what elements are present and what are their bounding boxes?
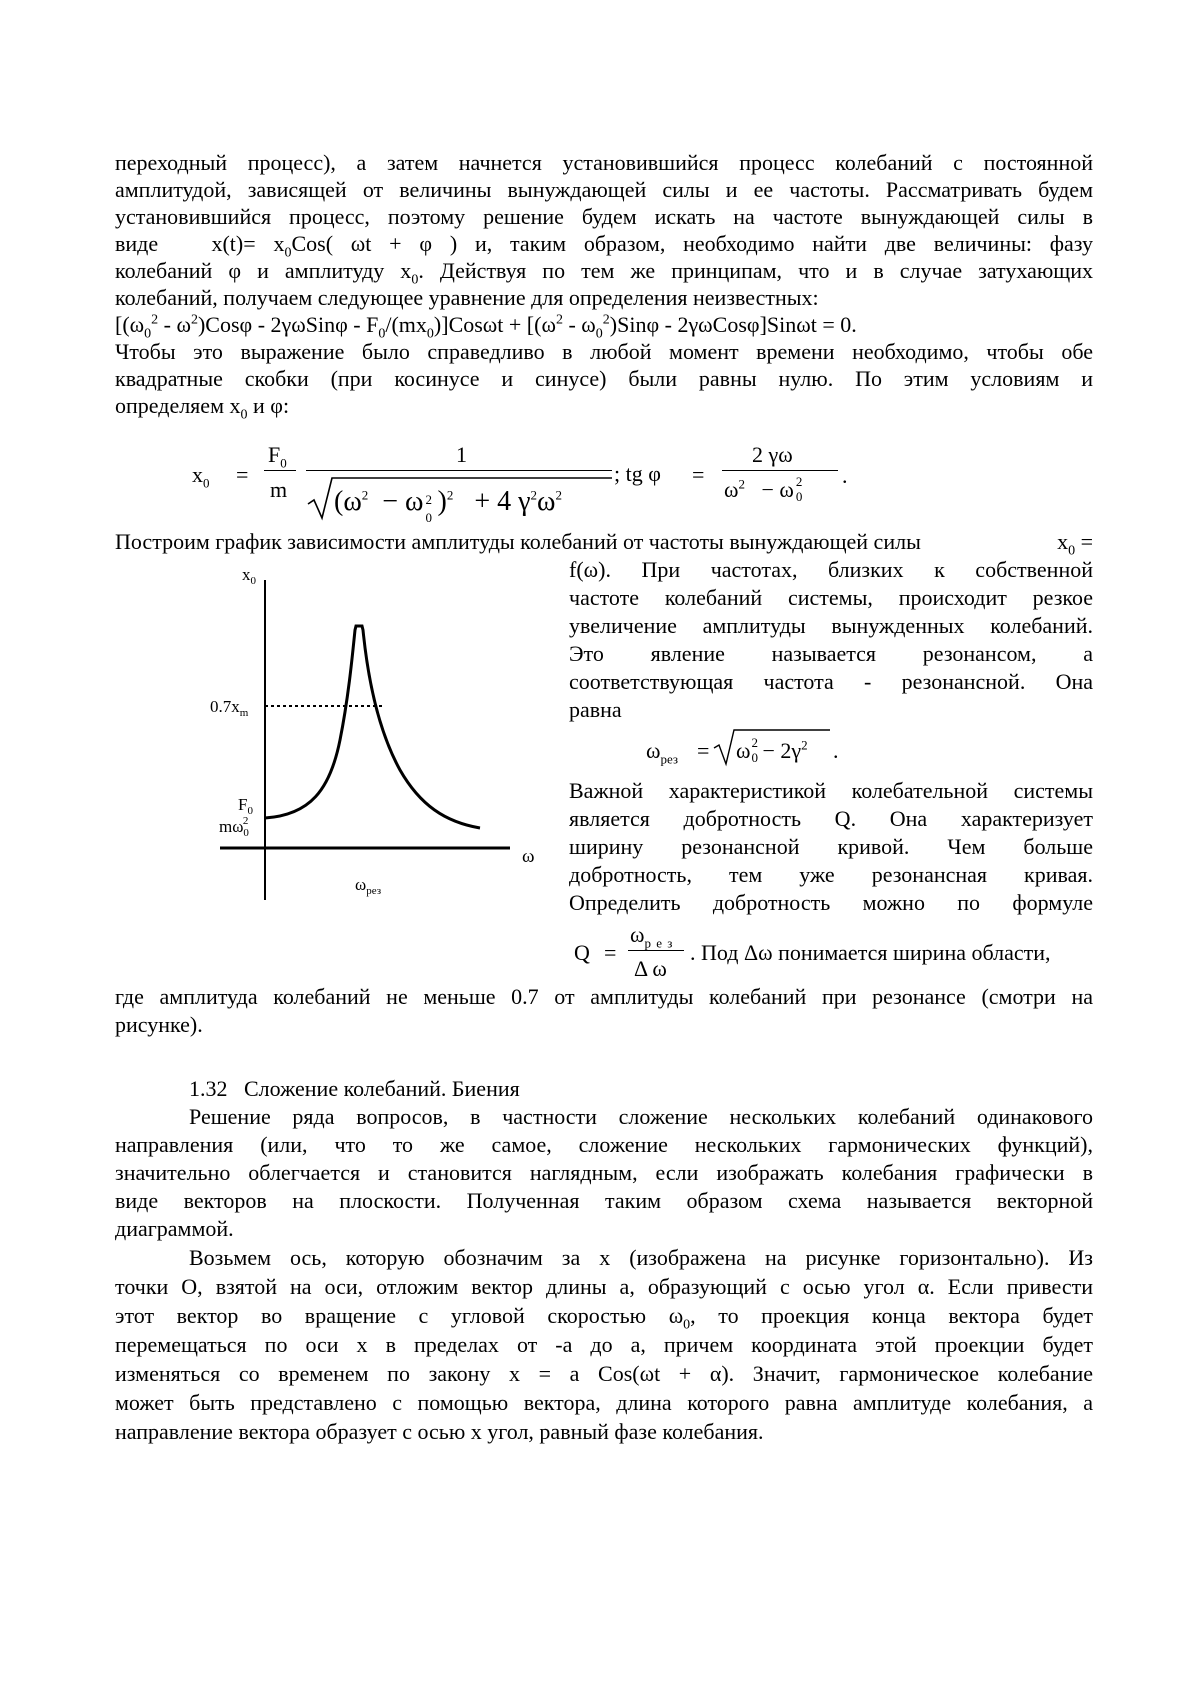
text-line: ширину резонансной кривой. Чем больше xyxy=(569,834,1093,859)
text-line: где амплитуда колебаний не меньше 0.7 от амплитуды колебаний при резонансе (смотри на xyxy=(115,984,1093,1009)
text-line: Возьмем ось, которую обозначим за x (изображена на рисунке горизонтально). Из xyxy=(189,1245,1093,1270)
text-line: диаграммой. xyxy=(115,1216,234,1241)
f0-label: $F_0$ xyxy=(238,795,253,817)
text-line: является добротность Q. Она характеризует xyxy=(569,806,1093,831)
text-line: может быть представлено с помощью вектора, длина которого равна амплитуде колебания, а xyxy=(115,1390,1093,1415)
section-heading: 1.32 Сложение колебаний. Биения xyxy=(189,1076,520,1101)
text-line: Это явление называется резонансом, а xyxy=(569,641,1093,666)
text-line: Определить добротность можно по формуле xyxy=(569,890,1093,915)
text-line: этот вектор во вращение с угловой скоростью $\omega_0$, то проекция конца вектора будет xyxy=(115,1303,1093,1333)
level-label: $0.7x_m$ xyxy=(210,697,249,719)
text-line: Решение ряда вопросов, в частности сложение нескольких колебаний одинакового xyxy=(189,1104,1093,1129)
text-line: направления (или, что то же самое, сложение нескольких гармонических функций), xyxy=(115,1132,1093,1157)
text-line: установившийся процесс, поэтому решение будем искать на частоте вынуждающей силы в xyxy=(115,204,1093,229)
text-line: амплитудой, зависящей от величины вынуждающей силы и ее частоты. Рассматривать будем xyxy=(115,177,1093,202)
text-line: перемещаться по оси x в пределах от -а до а, причем координата этой проекции будет xyxy=(115,1332,1093,1357)
text-line: виде векторов на плоскости. Полученная таким образом схема называется векторной xyxy=(115,1188,1093,1213)
text-line: увеличение амплитуды вынужденных колебаний. xyxy=(569,613,1093,638)
text-line: направление вектора образует с осью x угол, равный фазе колебания. xyxy=(115,1419,764,1444)
text-line: точки О, взятой на оси, отложим вектор длины а, образующий с осью угол α. Если привести xyxy=(115,1274,1093,1299)
equation-line: $[(\omega_0^2 - \omega^2)Cos\varphi - 2\gamma\omega Sin\varphi - F_0/(mx_0)]Cos\omega t + [(\omega^2 - \omega_0^2)Sin\varphi - 2\gamma\omega Cos\varphi]Sin\omega t = 0$. xyxy=(115,312,857,342)
text-line: равна xyxy=(569,697,622,722)
text-line: переходный процесс), а затем начнется установившийся процесс колебаний с постоянной xyxy=(115,150,1093,175)
text-line: значительно облегчается и становится наглядным, если изображать колебания графически в xyxy=(115,1160,1093,1185)
text-line: f(ω). При частотах, близких к собственной xyxy=(569,557,1093,582)
text-line: рисунке). xyxy=(115,1012,203,1037)
text-line: виде $x(t)= x_0Cos$( ωt + φ ) и, таким образом, необходимо найти две величины: фазу xyxy=(115,231,1094,261)
text-line: квадратные скобки (при косинусе и синусе) были равны нулю. По этим условиям и xyxy=(115,366,1093,391)
text-line: колебаний, получаем следующее уравнение для определения неизвестных: xyxy=(115,285,819,310)
text-line: соответствующая частота - резонансной. Она xyxy=(569,669,1093,694)
resonance-curve xyxy=(265,626,480,828)
text-line: Чтобы это выражение было справедливо в любой момент времени необходимо, чтобы обе xyxy=(115,339,1093,364)
m-omega0-label: $m\omega_02$ xyxy=(219,815,249,839)
x-axis-label: ω xyxy=(522,846,535,867)
y-axis-label: $x_0$ xyxy=(242,565,256,587)
text-line: частоте колебаний системы, происходит резкое xyxy=(569,585,1093,610)
resonance-label: $\omega_{рез}$ xyxy=(355,875,382,897)
text-line: добротность, тем уже резонансная кривая. xyxy=(569,862,1093,887)
resonance-curve-figure xyxy=(190,560,550,905)
text-line: колебаний φ и амплитуду $x_0$. Действуя по тем же принципам, что и в случае затухающих xyxy=(115,258,1093,288)
text-line: Важной характеристикой колебательной системы xyxy=(569,778,1093,803)
text-line: изменяться со временем по закону x = a Cos(ωt + α). Значит, гармоническое колебание xyxy=(115,1361,1093,1386)
text-line: Построим график зависимости амплитуды колебаний от частоты вынуждающей силы $x_0$ = xyxy=(115,529,1093,559)
text-line: определяем $x_0$ и φ: xyxy=(115,393,290,423)
